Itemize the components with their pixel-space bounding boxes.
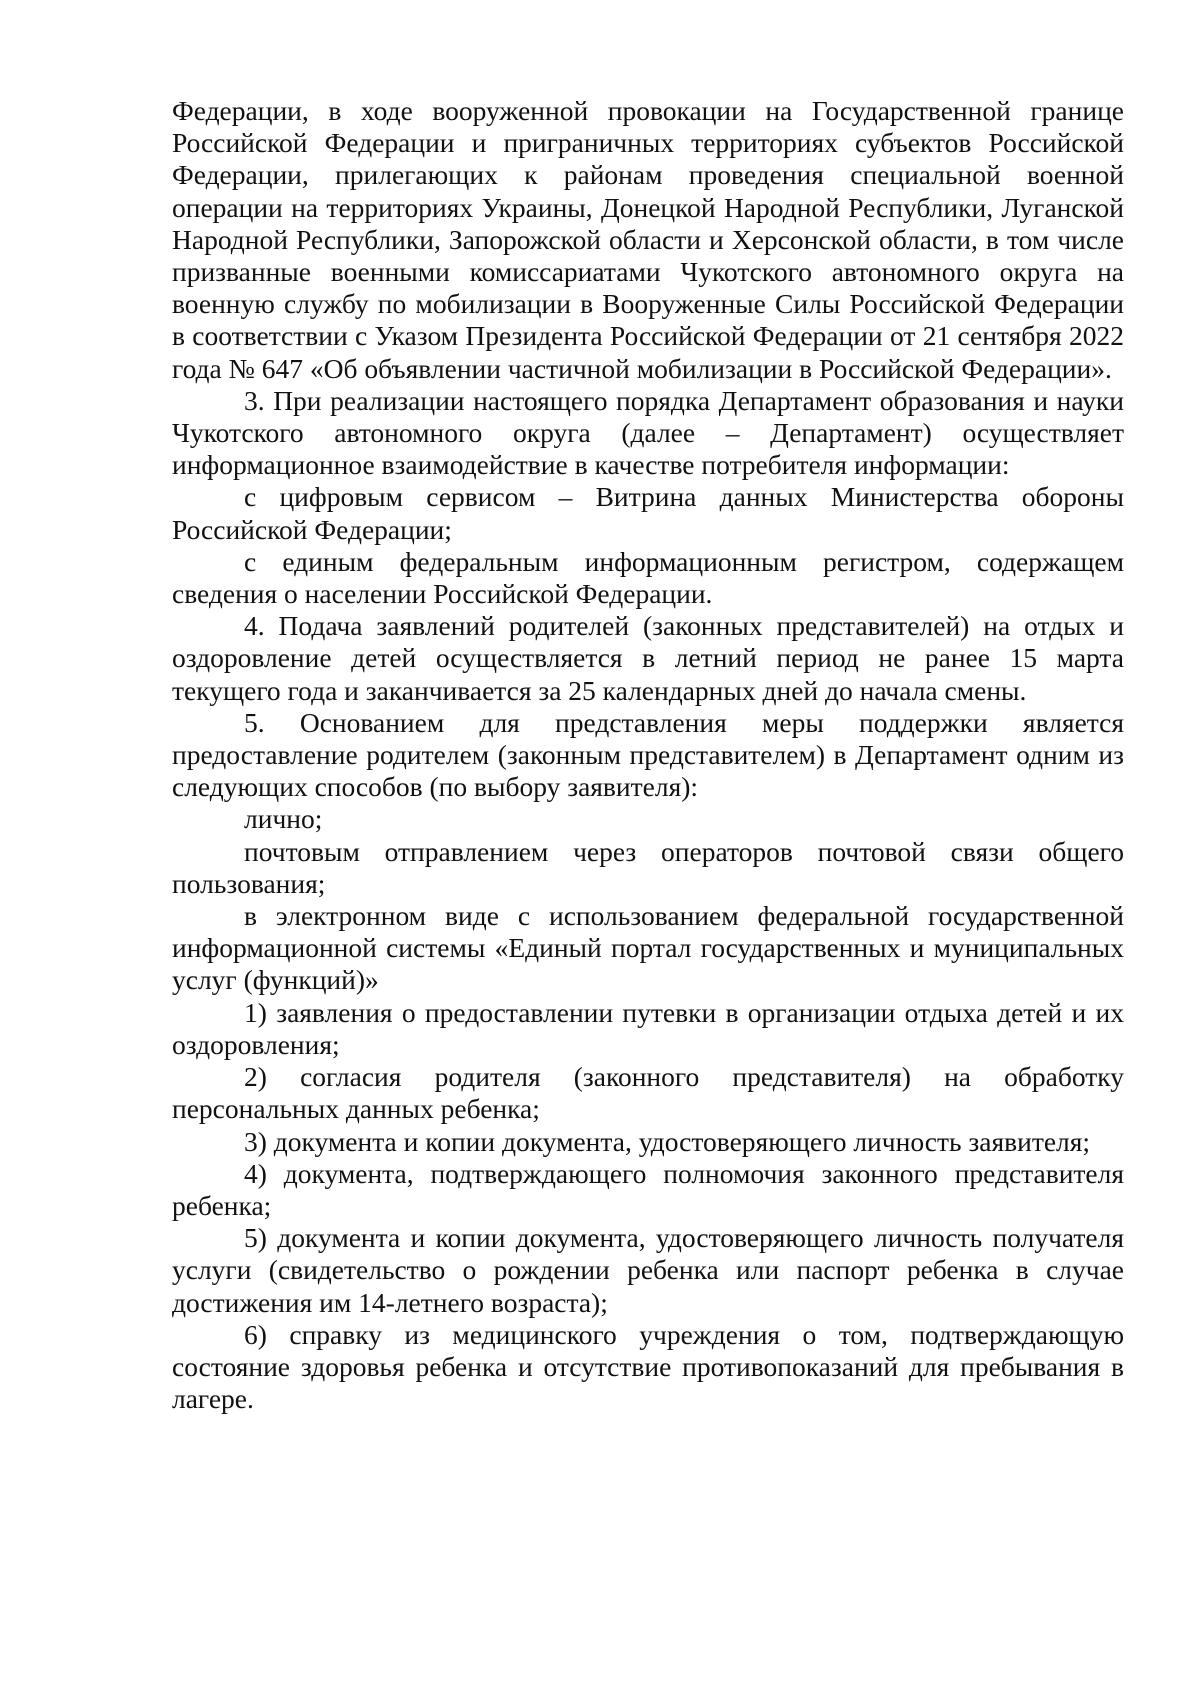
list-item-4: 4) документа, подтверждающего полномочия законного представителя ребенка; bbox=[172, 1157, 1124, 1221]
paragraph-item-4: 4. Подача заявлений родителей (законных представителей) на отдых и оздоровление детей осуществляется в летний период не ранее 15 марта текущего года и заканчивается за 25 календарных дней до начала смены. bbox=[172, 610, 1124, 706]
paragraph-digital-service: с цифровым сервисом – Витрина данных Министерства обороны Российской Федерации; bbox=[172, 481, 1124, 545]
paragraph-method-post: почтовым отправлением через операторов почтовой связи общего пользования; bbox=[172, 835, 1124, 899]
paragraph-method-in-person: лично; bbox=[244, 803, 323, 835]
document-page bbox=[172, 95, 1124, 1415]
paragraph-item-5: 5. Основанием для представления меры поддержки является предоставление родителем (законным представителем) в Департамент одним из следующих способов (по выбору заявителя): bbox=[172, 706, 1124, 803]
paragraph-continuation: Федерации, в ходе вооруженной провокации на Государственной границе Российской Федерации и приграничных территориях субъектов Российской Федерации, прилегающих к районам проведения специальной военной операции на территориях Украины, Донецкой Народной Республики, Луганской Народной Республики, Запорожской области и Херсонской области, в том числе призванные военными комиссариатами Чукотского автономного округа на военную службу по мобилизации в Вооруженные Силы Российской Федерации в соответствии с Указом Президента Российской Федерации от 21 сентября 2022 года № 647 «Об объявлении частичной мобилизации в Российской Федерации». bbox=[172, 95, 1124, 384]
paragraph-item-3: 3. При реализации настоящего порядка Департамент образования и науки Чукотского автономного округа (далее – Департамент) осуществляет информационное взаимодействие в качестве потребителя информации: bbox=[172, 384, 1124, 481]
list-item-2: 2) согласия родителя (законного представителя) на обработку персональных данных ребенка; bbox=[172, 1061, 1124, 1125]
list-item-1: 1) заявления о предоставлении путевки в организации отдыха детей и их оздоровления; bbox=[172, 996, 1124, 1060]
paragraph-federal-register: с единым федеральным информационным регистром, содержащем сведения о населении Российской Федерации. bbox=[172, 545, 1124, 610]
paragraph-method-electronic: в электронном виде с использованием федеральной государственной информационной системы «Единый портал государственных и муниципальных услуг (функций)» bbox=[172, 900, 1124, 996]
list-item-5: 5) документа и копии документа, удостоверяющего личность получателя услуги (свидетельство о рождении ребенка или паспорт ребенка в случае достижения им 14-летнего возраста); bbox=[172, 1222, 1124, 1318]
list-item-3: 3) документа и копии документа, удостоверяющего личность заявителя; bbox=[244, 1125, 1091, 1157]
list-item-6: 6) справку из медицинского учреждения о том, подтверждающую состояние здоровья ребенка и отсутствие противопоказаний для пребывания в лагере. bbox=[172, 1318, 1124, 1415]
